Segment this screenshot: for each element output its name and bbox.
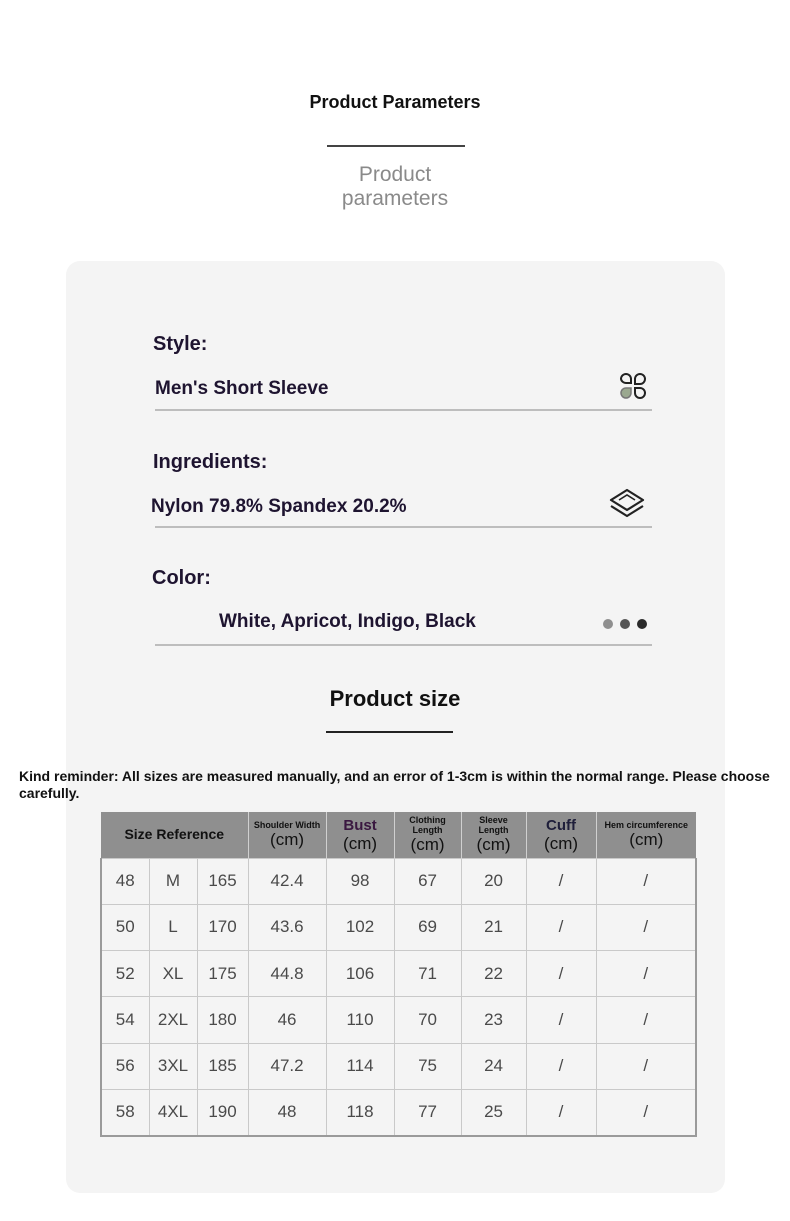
header-length-line-2: Length [412,825,443,836]
table-cell: 165 [197,858,248,904]
table-cell: 25 [461,1089,526,1135]
table-cell: 70 [394,997,461,1043]
table-row [101,951,696,997]
table-cell: 114 [326,1043,394,1089]
header-sleeve-unit: (cm) [476,835,511,855]
table-cell: 42.4 [248,858,326,904]
table-cell: / [526,1089,596,1135]
table-cell: / [526,997,596,1043]
table-cell: 75 [394,1043,461,1089]
ingredients-label: Ingredients: [153,451,268,473]
table-cell: 23 [461,997,526,1043]
table-cell: 48 [248,1089,326,1135]
table-cell: / [596,1043,696,1089]
table-cell: 175 [197,951,248,997]
table-cell: XL [149,951,197,997]
table-cell: / [596,904,696,950]
table-cell: 44.8 [248,951,326,997]
header-hem-label: Hem circumference [604,820,689,831]
header-shoulder-width [248,812,326,858]
table-row [101,904,696,950]
subtitle-line-1: Product [358,163,432,186]
size-section-title: Product size [329,686,461,711]
table-cell: M [149,858,197,904]
header-sleeve-line-1: Sleeve [479,815,508,826]
page-title: Product Parameters [309,92,481,112]
ingredients-divider [155,526,652,528]
table-cell: 98 [326,858,394,904]
style-value: Men's Short Sleeve [155,378,329,399]
color-dot [637,619,647,629]
table-cell: / [596,997,696,1043]
table-cell: 106 [326,951,394,997]
header-sleeve-line-2: Length [478,825,509,836]
title-divider [327,145,465,147]
header-bust [326,812,394,858]
header-cuff [526,812,596,858]
header-bust-unit: (cm) [343,833,378,853]
table-cell: 180 [197,997,248,1043]
table-cell: 4XL [149,1089,197,1135]
header-shoulder-label: Shoulder Width [253,820,321,831]
pattern-icon [618,371,648,406]
table-cell: 77 [394,1089,461,1135]
color-label: Color: [152,567,211,589]
table-cell: 22 [461,951,526,997]
color-divider [155,644,652,646]
size-reminder: Kind reminder: All sizes are measured manually, and an error of 1-3cm is within the normal range. Please choose carefully. [19,768,770,801]
table-cell: / [526,1043,596,1089]
table-cell: 46 [248,997,326,1043]
table-cell: L [149,904,197,950]
header-bust-label: Bust [343,816,377,834]
table-cell: / [596,858,696,904]
table-cell: 69 [394,904,461,950]
table-cell: 20 [461,858,526,904]
layers-icon [608,487,646,526]
table-cell: 190 [197,1089,248,1135]
table-row [101,1043,696,1089]
size-title-divider [326,731,453,733]
table-row [101,1089,696,1135]
table-cell: 48 [101,858,149,904]
table-cell: 52 [101,951,149,997]
table-row [101,858,696,904]
header-cuff-unit: (cm) [544,833,579,853]
header-size-reference [101,812,248,858]
color-dots-icon [603,619,647,629]
size-table [100,812,697,1137]
table-cell: 47.2 [248,1043,326,1089]
style-label: Style: [153,333,208,355]
table-cell: 118 [326,1089,394,1135]
table-cell: 24 [461,1043,526,1089]
table-cell: / [596,1089,696,1135]
table-cell: / [526,858,596,904]
page-subtitle [0,163,790,211]
table-cell: / [526,904,596,950]
subtitle-line-2: parameters [341,187,449,210]
table-cell: 185 [197,1043,248,1089]
color-dot [603,619,613,629]
table-cell: 71 [394,951,461,997]
table-cell: 110 [326,997,394,1043]
table-cell: 102 [326,904,394,950]
table-cell: 50 [101,904,149,950]
header-size-reference-label: Size Reference [124,825,225,842]
table-cell: 2XL [149,997,197,1043]
header-sleeve-length [461,812,526,858]
table-cell: 43.6 [248,904,326,950]
table-cell: 21 [461,904,526,950]
table-cell: 54 [101,997,149,1043]
table-row [101,997,696,1043]
table-cell: 67 [394,858,461,904]
color-value: White, Apricot, Indigo, Black [219,611,476,632]
table-cell: 56 [101,1043,149,1089]
size-table-header [101,812,696,858]
table-cell: / [526,951,596,997]
header-cuff-label: Cuff [546,816,577,834]
ingredients-value: Nylon 79.8% Spandex 20.2% [151,496,407,517]
header-shoulder-unit: (cm) [270,830,305,850]
table-cell: 3XL [149,1043,197,1089]
header-length-unit: (cm) [410,835,445,855]
header-clothing-length [394,812,461,858]
header-length-line-1: Clothing [409,815,446,826]
table-cell: 58 [101,1089,149,1135]
header-hem-circumference [596,812,696,858]
color-dot [620,619,630,629]
style-divider [155,409,652,411]
table-cell: / [596,951,696,997]
table-cell: 170 [197,904,248,950]
header-hem-unit: (cm) [629,830,664,850]
